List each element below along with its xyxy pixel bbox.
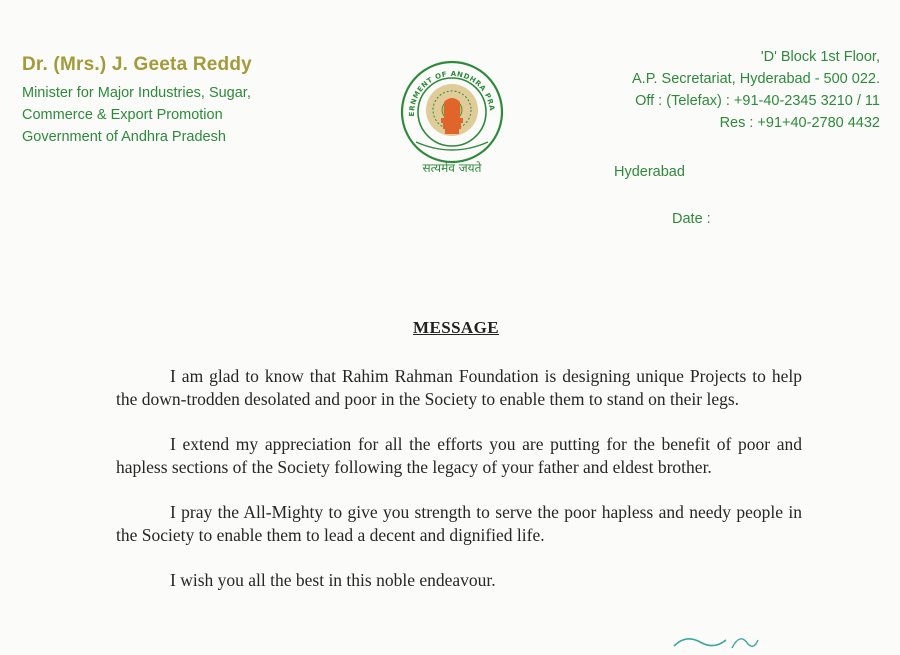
city-label: Hyderabad (614, 164, 685, 180)
address-line: Off : (Telefax) : +91-40-2345 3210 / 11 (635, 93, 880, 109)
message-paragraph: I wish you all the best in this noble endeavour. (170, 570, 496, 590)
sender-line: Commerce & Export Promotion (22, 107, 223, 123)
message-paragraph: I pray the All-Mighty to give you strength to serve the poor hapless and needy people in the Society to enable them to lead a decent and dignified life. (116, 502, 802, 545)
date-label: Date : (672, 211, 711, 227)
sender-designation (22, 82, 252, 148)
address-line: A.P. Secretariat, Hyderabad - 500 022. (632, 71, 880, 87)
message-body (116, 365, 802, 614)
letterhead-address (632, 46, 880, 134)
message-paragraph: I extend my appreciation for all the efforts you are putting for the benefit of poor and hapless sections of the Society following the legacy of your father and eldest brother. (116, 434, 802, 477)
sender-line: Government of Andhra Pradesh (22, 129, 226, 145)
message-heading: MESSAGE (413, 318, 499, 337)
sender-name: Dr. (Mrs.) J. Geeta Reddy (22, 54, 252, 75)
andhra-pradesh-emblem-icon (392, 56, 512, 180)
sender-block (22, 54, 252, 148)
address-line: Res : +91+40-2780 4432 (719, 115, 880, 131)
signature-mark (670, 626, 760, 650)
svg-text:GOVERNMENT OF ANDHRA PRADESH: ERNMENT OF ANDHRA PRA (407, 69, 496, 117)
address-line: 'D' Block 1st Floor, (760, 49, 880, 65)
svg-text:सत्यमेव जयते: सत्यमेव जयते (422, 161, 482, 175)
sender-line: Minister for Major Industries, Sugar, (22, 85, 251, 101)
message-paragraph: I am glad to know that Rahim Rahman Foundation is designing unique Projects to help the down-trodden desolated and poor in the Society to enable them to stand on their legs. (116, 366, 802, 409)
